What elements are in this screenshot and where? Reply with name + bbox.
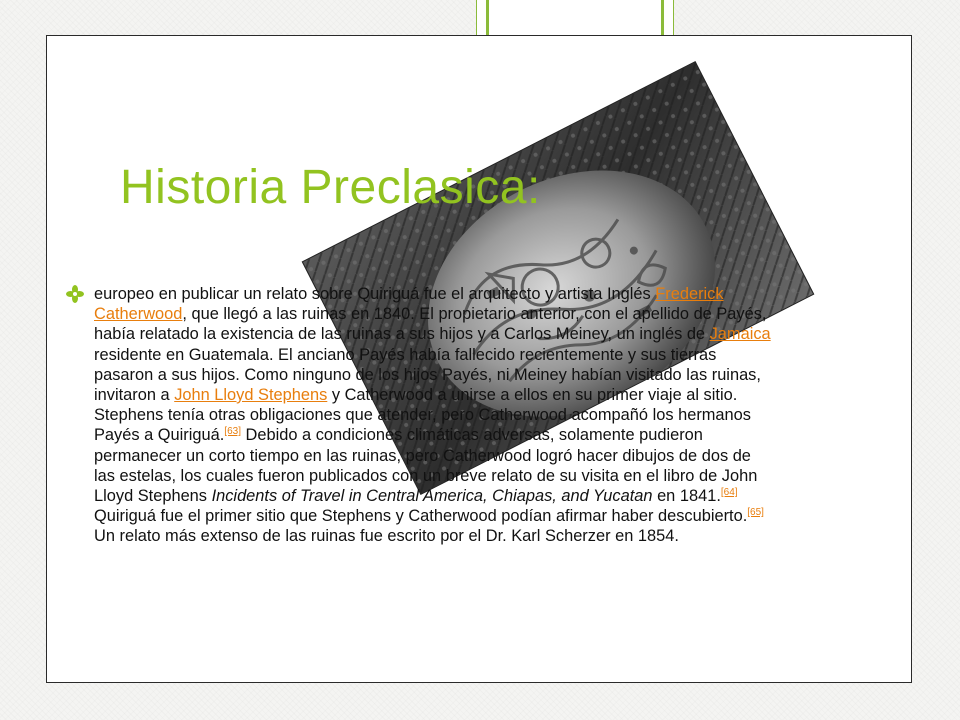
body-paragraph — [94, 284, 774, 547]
book-title: Incidents of Travel in Central America, Chiapas, and Yucatan — [211, 487, 653, 506]
reference-65 — [747, 507, 764, 518]
reference-link-64[interactable]: [64] — [720, 487, 738, 499]
link-jamaica[interactable]: Jamaica — [709, 325, 771, 344]
text-segment: y Catherwood a unirse a ellos en su primer viaje al sitio. Stephens tenía otras obligaciones que atender, pero Catherwood acompañó los hermanos Payés a Quiriguá. — [94, 386, 751, 445]
text-segment: , que llegó a las ruinas en 1840. El propietario anterior, con el apellido de Payés, había relatado la existencia de las ruinas a sus hijos y a Carlos Meiney, un inglés de — [94, 305, 767, 344]
reference-63 — [224, 426, 241, 437]
text-segment: Debido a condiciones climáticas adversas, solamente pudieron permanecer un corto tiempo en las ruinas, pero Catherwood logró hacer dibujos de dos de las estelas, los cuales fueron publicados con un breve relato de su visita en el libro de John Lloyd Stephens — [94, 426, 758, 506]
text-segment: europeo en publicar un relato sobre Quiriguá fue el arquitecto y artista Inglés — [94, 285, 656, 303]
text-segment: en 1841. — [652, 487, 721, 506]
text-segment: Un relato más extenso de las ruinas fue escrito por el Dr. Karl Scherzer en 1854. — [94, 527, 679, 546]
text-segment: Quiriguá fue el primer sitio que Stephens y Catherwood podían afirmar haber descubierto. — [94, 507, 748, 526]
four-petal-flower-icon — [66, 285, 84, 303]
link-frederick-catherwood[interactable]: Frederick Catherwood — [94, 285, 724, 324]
reference-link-65[interactable]: [65] — [747, 507, 764, 519]
reference-link-63[interactable]: [63] — [224, 426, 241, 438]
link-john-lloyd-stephens[interactable]: John Lloyd Stephens — [174, 386, 328, 405]
text-segment: residente en Guatemala. El anciano Payés había fallecido recientemente y sus tierras pasaron a sus hijos. Como ninguno de los hijos Payés, ni Meiney habían visitado las ruinas, invitaron a — [94, 345, 761, 405]
reference-64 — [721, 487, 738, 498]
slide-title: Historia Preclasica: — [120, 161, 541, 214]
